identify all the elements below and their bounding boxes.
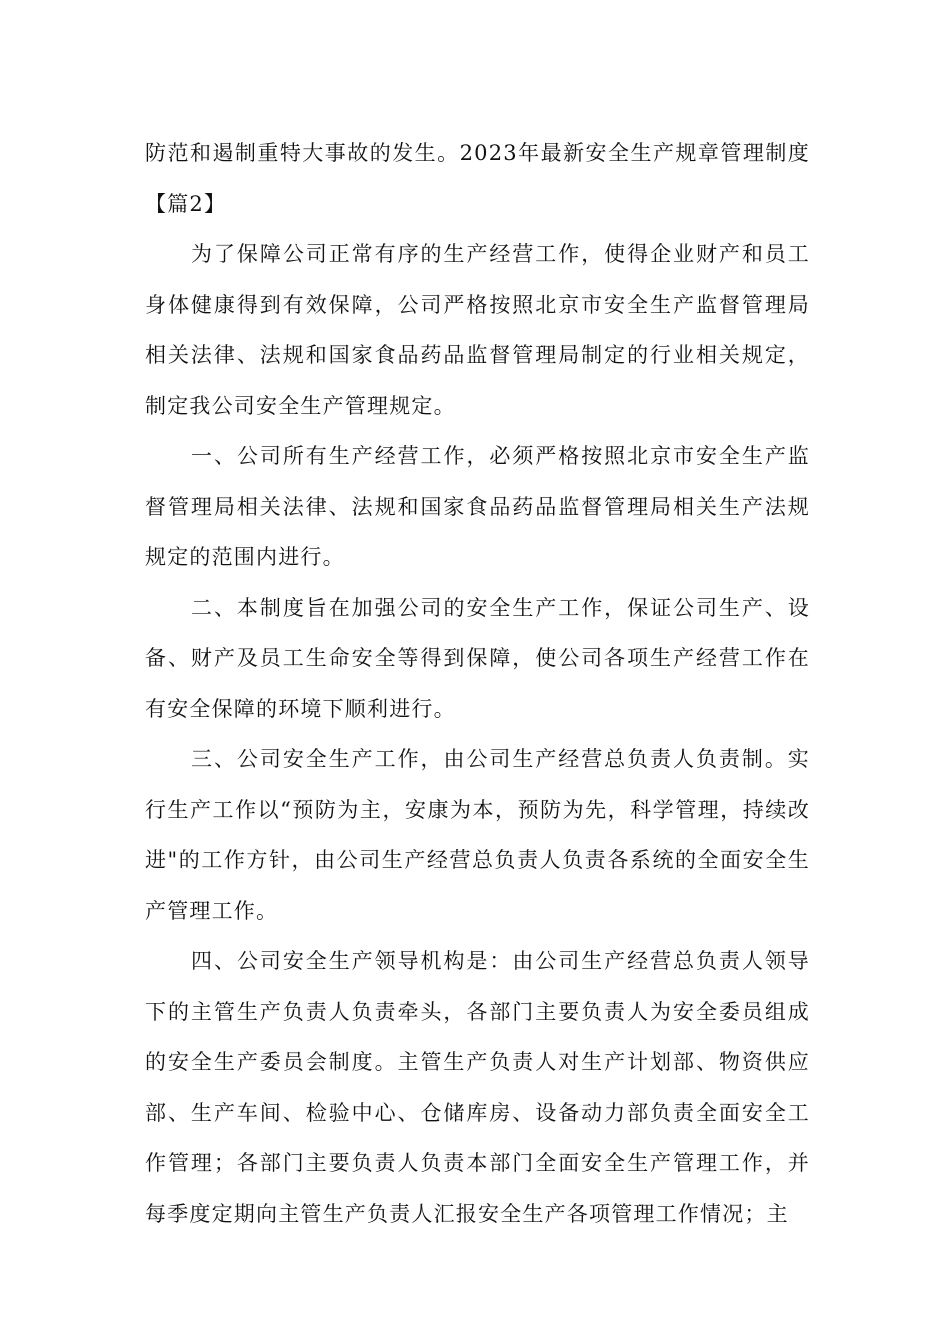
paragraph-intro: 为了保障公司正常有序的生产经营工作，使得企业财产和员工身体健康得到有效保障，公司严格按照北京市安全生产监督管理局相关法律、法规和国家食品药品监督管理局制定的行业相关规定，制定我公司安全生产管理规定。 <box>145 242 810 418</box>
paragraph-clause-1: 一、公司所有生产经营工作，必须严格按照北京市安全生产监督管理局相关法律、法规和国家食品药品监督管理局相关生产法规规定的范围内进行。 <box>145 444 810 569</box>
paragraph-continuation: 防范和遏制重特大事故的发生。2023年最新安全生产规章管理制度【篇2】 <box>145 141 810 216</box>
paragraph-clause-4: 四、公司安全生产领导机构是：由公司生产经营总负责人领导下的主管生产负责人负责牵头，各部门主要负责人为安全委员组成的安全生产委员会制度。主管生产负责人对生产计划部、物资供应部、生产车间、检验中心、仓储库房、设备动力部负责全面安全工作管理；各部门主要负责人负责本部门全面安全生产管理工作，并每季度定期向主管生产负责人汇报安全生产各项管理工作情况；主 <box>145 949 810 1226</box>
document-body <box>145 128 810 1239</box>
paragraph-clause-2: 二、本制度旨在加强公司的安全生产工作，保证公司生产、设备、财产及员工生命安全等得到保障，使公司各项生产经营工作在有安全保障的环境下顺利进行。 <box>145 595 810 721</box>
paragraph-clause-3: 三、公司安全生产工作，由公司生产经营总负责人负责制。实行生产工作以“预防为主，安康为本，预防为先，科学管理，持续改进"的工作方针，由公司生产经营总负责人负责各系统的全面安全生产管理工作。 <box>145 747 810 923</box>
